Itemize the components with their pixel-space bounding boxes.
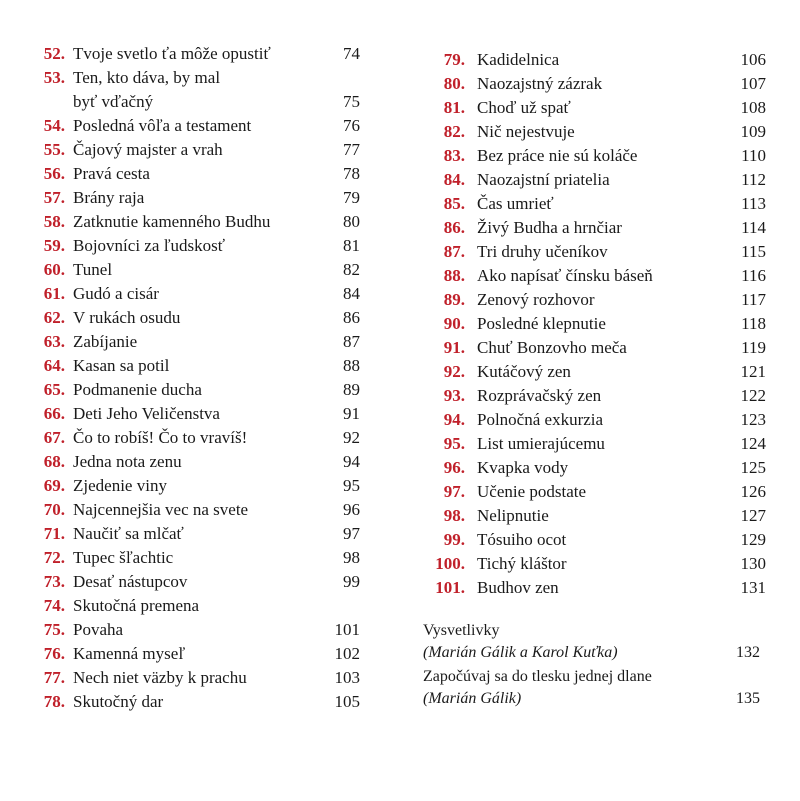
toc-entry-number: 64. <box>43 356 65 375</box>
toc-entry-page: 96 <box>343 500 360 519</box>
toc-entry-number: 63. <box>43 332 65 351</box>
toc-entry-page: 121 <box>740 362 766 381</box>
toc-entry-title: V rukách osudu <box>73 308 181 327</box>
toc-entry-title: Podmanenie ducha <box>73 380 202 399</box>
toc-entry <box>0 378 400 402</box>
toc-entry-number: 70. <box>43 500 65 519</box>
toc-entry-page: 82 <box>343 260 360 279</box>
toc-entry-number: 100. <box>435 554 465 573</box>
toc-entry-title: Tunel <box>73 260 113 279</box>
toc-entry-number: 67. <box>43 428 65 447</box>
toc-entry-title: Ako napísať čínsku báseň <box>477 266 653 285</box>
toc-entry-title: Deti Jeho Veličenstva <box>73 404 220 423</box>
toc-entry-number: 92. <box>443 362 465 381</box>
toc-entry-title: Nech niet väzby k prachu <box>73 668 247 687</box>
toc-entry <box>400 336 800 360</box>
appendix-essay-author: (Marián Gálik) <box>423 690 522 707</box>
toc-entry-number: 73. <box>43 572 65 591</box>
toc-entry <box>0 402 400 426</box>
toc-entry-title: Kutáčový zen <box>477 362 571 381</box>
toc-entry-number: 66. <box>43 404 65 423</box>
toc-entry-page: 91 <box>343 404 360 423</box>
toc-entry-page: 88 <box>343 356 360 375</box>
toc-entry-title: Gudó a cisár <box>73 284 159 303</box>
toc-entry <box>400 480 800 504</box>
toc-entry-number: 78. <box>43 692 65 711</box>
toc-entry <box>0 474 400 498</box>
toc-entry-page: 103 <box>334 668 360 687</box>
toc-entry-title: List umierajúcemu <box>477 434 605 453</box>
toc-entry-page: 108 <box>740 98 766 117</box>
toc-entry-title: Budhov zen <box>477 578 559 597</box>
toc-entry <box>0 186 400 210</box>
toc-entry-page: 94 <box>343 452 360 471</box>
toc-entry-number: 57. <box>43 188 65 207</box>
toc-entry-page: 116 <box>741 266 766 285</box>
toc-entry-page: 101 <box>334 620 360 639</box>
toc-entry <box>0 330 400 354</box>
toc-entry-page: 126 <box>740 482 766 501</box>
toc-entry-title: Nič nejestvuje <box>477 122 575 141</box>
toc-entry-title: Tupec šľachtic <box>73 548 174 567</box>
toc-entry-title: Naozajstný zázrak <box>477 74 603 93</box>
toc-entry-title: Pravá cesta <box>73 164 150 183</box>
toc-entry-page: 129 <box>740 530 766 549</box>
toc-entry-number: 74. <box>43 596 65 615</box>
toc-entry <box>400 528 800 552</box>
toc-entry-number: 69. <box>43 476 65 495</box>
toc-entry-page: 74 <box>343 44 360 63</box>
toc-entry <box>400 576 800 600</box>
toc-entry-number: 54. <box>43 116 65 135</box>
toc-entry <box>400 432 800 456</box>
appendix-notes-title: Vysvetlivky <box>423 622 500 639</box>
toc-entry-page: 77 <box>343 140 360 159</box>
toc-entry-title: Chuť Bonzovho meča <box>477 338 627 357</box>
toc-entry-title: Kamenná myseľ <box>73 644 186 663</box>
toc-entry <box>400 144 800 168</box>
toc-entry-page: 107 <box>740 74 766 93</box>
toc-entry-number: 80. <box>443 74 465 93</box>
toc-entry-title: Čas umrieť <box>477 194 554 213</box>
toc-entry <box>0 210 400 234</box>
toc-entry-page: 99 <box>343 572 360 591</box>
toc-entry-number: 84. <box>443 170 465 189</box>
toc-entry <box>0 354 400 378</box>
toc-entry-number: 65. <box>43 380 65 399</box>
toc-entry <box>400 120 800 144</box>
toc-entry-title: Kadidelnica <box>477 50 560 69</box>
toc-entry-number: 71. <box>43 524 65 543</box>
toc-entry <box>400 288 800 312</box>
toc-entry <box>0 594 400 618</box>
toc-entry-title: Tósuiho ocot <box>477 530 567 549</box>
toc-entry-page: 92 <box>343 428 360 447</box>
toc-entry <box>0 426 400 450</box>
toc-entry-number: 94. <box>443 410 465 429</box>
toc-entry <box>0 642 400 666</box>
toc-entry <box>400 360 800 384</box>
toc-entry <box>0 666 400 690</box>
toc-entry-number: 95. <box>443 434 465 453</box>
toc-entry-title: Tichý kláštor <box>477 554 567 573</box>
toc-entry <box>400 408 800 432</box>
toc-entry-number: 86. <box>443 218 465 237</box>
toc-entry-number: 90. <box>443 314 465 333</box>
toc-entry-page: 75 <box>343 92 360 111</box>
toc-entry-number: 98. <box>443 506 465 525</box>
toc-entry-number: 61. <box>43 284 65 303</box>
toc-entry-page: 105 <box>334 692 360 711</box>
toc-entry-title: Čo to robíš! Čo to vravíš! <box>73 428 248 447</box>
toc-entry <box>0 690 400 714</box>
appendix-notes-page: 132 <box>736 644 760 661</box>
toc-entry-number: 52. <box>43 44 65 63</box>
toc-entry-page: 117 <box>741 290 766 309</box>
toc-entry-title: Bez práce nie sú koláče <box>477 146 638 165</box>
toc-entry-number: 82. <box>443 122 465 141</box>
toc-entry-title: Jedna nota zenu <box>73 452 182 471</box>
toc-entry-title: Kvapka vody <box>477 458 569 477</box>
toc-entry <box>400 552 800 576</box>
toc-entry-page: 130 <box>740 554 766 573</box>
toc-entry-number: 81. <box>443 98 465 117</box>
toc-entry-title: Povaha <box>73 620 124 639</box>
toc-entry-number: 56. <box>43 164 65 183</box>
appendix-notes-authors: (Marián Gálik a Karol Kuťka) <box>423 644 618 661</box>
toc-entry-page: 131 <box>740 578 766 597</box>
toc-entry-page: 118 <box>741 314 766 333</box>
toc-entry <box>0 162 400 186</box>
toc-entry-page: 79 <box>343 188 360 207</box>
toc-entry <box>0 618 400 642</box>
toc-entry-page: 95 <box>343 476 360 495</box>
toc-entry <box>0 450 400 474</box>
toc-entry-page: 102 <box>334 644 360 663</box>
toc-entry-title: Živý Budha a hrnčiar <box>477 218 622 237</box>
toc-entry-page: 80 <box>343 212 360 231</box>
toc-entry-number: 99. <box>443 530 465 549</box>
toc-entry-number: 93. <box>443 386 465 405</box>
toc-entry-title: Desať nástupcov <box>73 572 188 591</box>
toc-entry <box>400 48 800 72</box>
toc-entry <box>400 72 800 96</box>
toc-entry-number: 87. <box>443 242 465 261</box>
toc-entry-page: 114 <box>741 218 766 237</box>
toc-entry-page: 115 <box>741 242 766 261</box>
toc-entry-page: 84 <box>343 284 360 303</box>
toc-entry-title: Zabíjanie <box>73 332 138 351</box>
toc-entry <box>0 498 400 522</box>
toc-entry <box>0 258 400 282</box>
toc-entry-page: 124 <box>740 434 766 453</box>
toc-entry-number: 91. <box>443 338 465 357</box>
toc-entry-page: 106 <box>740 50 766 69</box>
toc-entry-title: Naučiť sa mlčať <box>73 524 184 543</box>
appendix-essay-title: Započúvaj sa do tlesku jednej dlane <box>423 668 652 685</box>
toc-entry <box>0 138 400 162</box>
toc-entry-number: 88. <box>443 266 465 285</box>
toc-entry <box>0 570 400 594</box>
toc-entry-title: Skutočná premena <box>73 596 200 615</box>
toc-entry-number: 75. <box>43 620 65 639</box>
toc-entry <box>0 546 400 570</box>
toc-entry-number: 97. <box>443 482 465 501</box>
toc-entry-title: Naozajstní priatelia <box>477 170 610 189</box>
toc-entry <box>0 114 400 138</box>
toc-entry-number: 59. <box>43 236 65 255</box>
toc-entry-page: 123 <box>740 410 766 429</box>
toc-entry-page: 98 <box>343 548 360 567</box>
toc-entry-page: 119 <box>741 338 766 357</box>
toc-entry-title: Učenie podstate <box>477 482 587 501</box>
toc-entry-page: 76 <box>343 116 360 135</box>
toc-entry-title: Brány raja <box>73 188 145 207</box>
toc-entry-page: 87 <box>343 332 360 351</box>
toc-entry-title: Zatknutie kamenného Budhu <box>73 212 271 231</box>
toc-entry-title: Rozprávačský zen <box>477 386 602 405</box>
toc-entry-page: 109 <box>740 122 766 141</box>
toc-entry-title: Najcennejšia vec na svete <box>73 500 249 519</box>
toc-entry <box>0 306 400 330</box>
toc-entry-number: 60. <box>43 260 65 279</box>
toc-entry-title: Zjedenie viny <box>73 476 167 495</box>
toc-entry-title: Posledná vôľa a testament <box>73 116 252 135</box>
toc-entry <box>400 264 800 288</box>
toc-entry-title: Posledné klepnutie <box>477 314 606 333</box>
toc-entry-number: 68. <box>43 452 65 471</box>
toc-entry <box>400 216 800 240</box>
toc-entry <box>400 384 800 408</box>
toc-entry-number: 53. <box>43 68 65 87</box>
toc-entry-page: 125 <box>740 458 766 477</box>
toc-entry-title: Polnočná exkurzia <box>477 410 604 429</box>
toc-entry <box>400 456 800 480</box>
toc-entry-title: Zenový rozhovor <box>477 290 595 309</box>
toc-entry-number: 85. <box>443 194 465 213</box>
toc-entry-number: 89. <box>443 290 465 309</box>
toc-entry-title: Ten, kto dáva, by mal <box>73 68 221 87</box>
toc-entry <box>400 96 800 120</box>
toc-entry-page: 86 <box>343 308 360 327</box>
toc-entry-page: 127 <box>740 506 766 525</box>
toc-entry-title: Choď už spať <box>477 98 571 117</box>
toc-entry-title: Nelipnutie <box>477 506 549 525</box>
toc-entry-number: 72. <box>43 548 65 567</box>
toc-entry <box>400 168 800 192</box>
toc-entry <box>400 192 800 216</box>
toc-entry-number: 83. <box>443 146 465 165</box>
toc-entry-title: Kasan sa potil <box>73 356 170 375</box>
toc-entry <box>0 282 400 306</box>
toc-entry-title: Čajový majster a vrah <box>73 140 223 159</box>
appendix-essay-page: 135 <box>736 690 760 707</box>
toc-entry <box>0 234 400 258</box>
toc-entry-title: Tri druhy učeníkov <box>477 242 608 261</box>
toc-entry-page: 110 <box>741 146 766 165</box>
toc-entry-number: 77. <box>43 668 65 687</box>
toc-entry-number: 55. <box>43 140 65 159</box>
toc-entry-title: Bojovníci za ľudskosť <box>73 236 226 255</box>
toc-entry <box>0 522 400 546</box>
toc-entry-number: 62. <box>43 308 65 327</box>
toc-entry-number: 76. <box>43 644 65 663</box>
toc-entry-page: 113 <box>741 194 766 213</box>
toc-entry-page: 89 <box>343 380 360 399</box>
toc-entry <box>0 66 400 111</box>
toc-entry-page: 112 <box>741 170 766 189</box>
toc-entry-number: 96. <box>443 458 465 477</box>
toc-entry <box>0 42 400 66</box>
toc-entry-page: 97 <box>343 524 360 543</box>
toc-entry-number: 101. <box>435 578 465 597</box>
toc-entry-page: 81 <box>343 236 360 255</box>
toc-entry-number: 58. <box>43 212 65 231</box>
toc-entry <box>400 504 800 528</box>
toc-entry <box>400 240 800 264</box>
toc-entry-number: 79. <box>443 50 465 69</box>
toc-entry-title: Tvoje svetlo ťa môže opustiť <box>73 44 271 63</box>
toc-entry <box>400 312 800 336</box>
toc-entry-page: 122 <box>740 386 766 405</box>
toc-entry-page: 78 <box>343 164 360 183</box>
toc-entry-title: Skutočný dar <box>73 692 164 711</box>
toc-entry-title-continued: byť vďačný <box>73 92 154 111</box>
